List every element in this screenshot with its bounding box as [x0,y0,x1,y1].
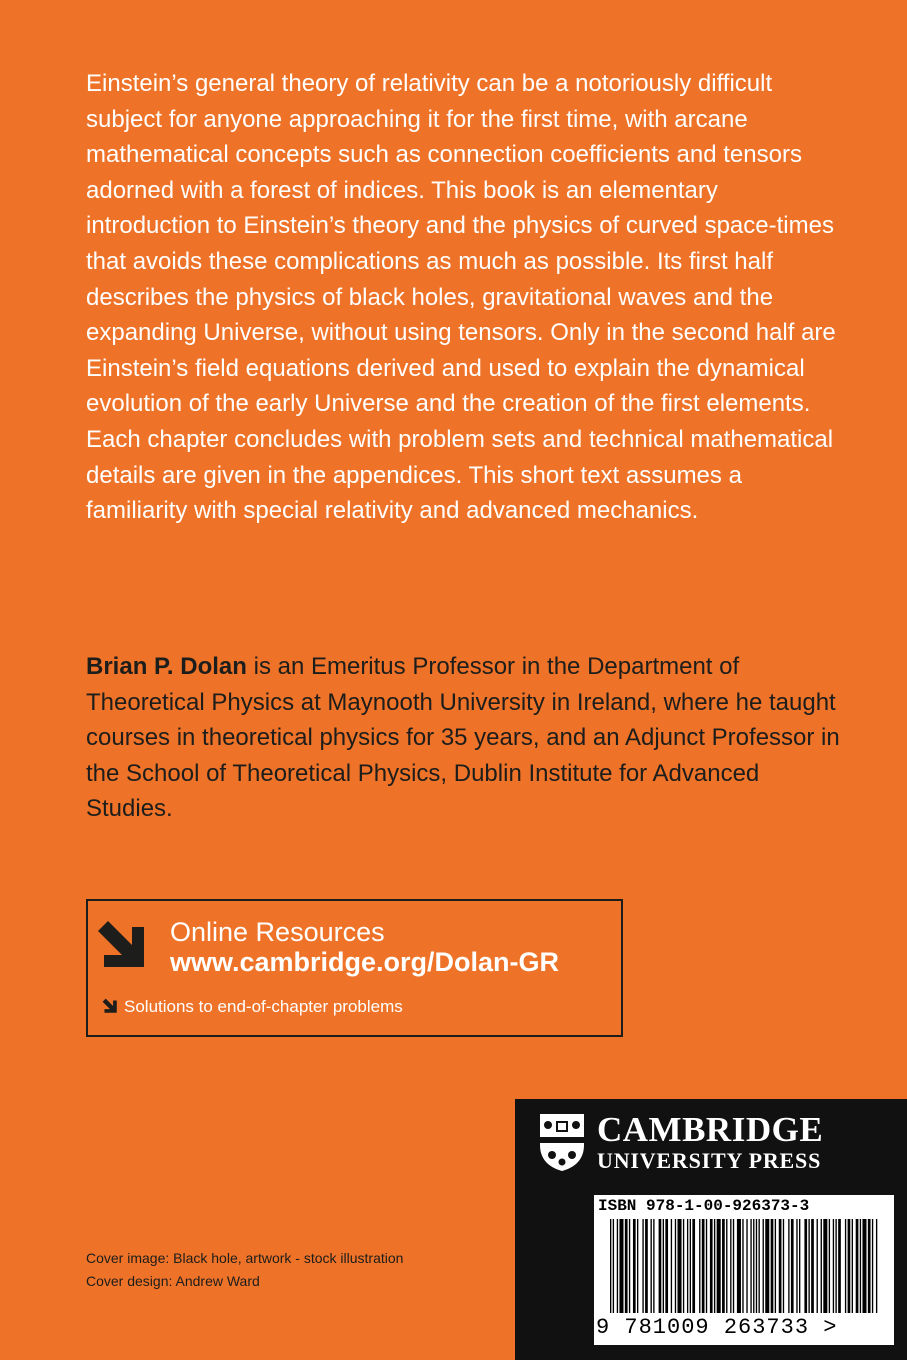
barcode-bar [848,1219,851,1313]
barcode-bar [808,1219,809,1313]
barcode-bar [710,1219,713,1313]
barcode-bar [852,1219,853,1313]
cover-credits [86,1247,403,1293]
barcode-bar [665,1219,668,1313]
barcode-bar [756,1219,757,1313]
barcode-bar [872,1219,873,1313]
barcode-bar [779,1219,782,1313]
barcode-bar [726,1219,727,1313]
small-arrow-down-right-icon [102,998,118,1014]
barcode-bar [796,1219,797,1313]
barcode-bar [788,1219,789,1313]
cover-design-credit: Cover design: Andrew Ward [86,1273,260,1289]
barcode-bar [733,1219,734,1313]
barcode-bar [651,1219,652,1313]
barcode-bar [759,1219,760,1313]
barcode-bar [633,1219,636,1313]
barcode-bar [678,1219,682,1313]
barcode-bar [791,1219,794,1313]
author-bio-text: is an Emeritus Professor in the Department of Theoretical Physics at Maynooth University in Ireland, where he taught courses in theoretical physics for 35 years, and an Adjunct Professor in the School of Theoretical Physics, Dublin Institute for Advanced Studies. [86,653,840,823]
publisher-panel [515,1099,907,1360]
cover-image-credit: Cover image: Black hole, artwork - stock illustration [86,1250,404,1266]
barcode-bar [753,1219,754,1313]
barcode-bar [876,1219,877,1313]
barcode-bar [856,1219,859,1313]
barcode-bar [675,1219,676,1313]
barcode-bar [653,1219,654,1313]
barcode-bar [690,1219,691,1313]
barcode-bar [637,1219,638,1313]
online-resources-box [86,899,623,1037]
barcode-bar [722,1219,725,1313]
barcode-bar [771,1219,774,1313]
online-resources-title: Online Resources [170,917,385,947]
barcode-bar [811,1219,814,1313]
cambridge-crest-icon [537,1111,587,1173]
barcode-bar [862,1219,866,1313]
barcode-bar [860,1219,861,1313]
barcode-bar [763,1219,764,1313]
barcode-bar [823,1219,827,1313]
barcode-bar [750,1219,751,1313]
barcode-bar [730,1219,731,1313]
barcode-bars [608,1219,880,1313]
resource-item: Solutions to end-of-chapter problems [124,997,403,1016]
author-bio [86,649,846,827]
barcode-bar [746,1219,747,1313]
barcode-bar [687,1219,688,1313]
barcode-bar [683,1219,684,1313]
barcode-bar [699,1219,700,1313]
online-resources-link[interactable]: www.cambridge.org/Dolan-GR [170,947,560,977]
barcode-bar [629,1219,630,1313]
author-name: Brian P. Dolan [86,653,247,680]
barcode-bar [868,1219,871,1313]
barcode-bar [706,1219,707,1313]
publisher-name: CAMBRIDGE [597,1110,824,1149]
barcode-bar [775,1219,776,1313]
barcode-bar [692,1219,695,1313]
barcode-bar [833,1219,834,1313]
barcode-bar [617,1219,618,1313]
barcode-digits: 9 781009 263733 > [596,1315,838,1340]
barcode-bar [613,1219,614,1313]
barcode-bar [645,1219,648,1313]
barcode-bar [783,1219,784,1313]
arrow-down-right-icon [96,919,148,971]
barcode-bar [804,1219,807,1313]
publisher-subtitle: UNIVERSITY PRESS [597,1148,822,1173]
barcode-bar [821,1219,822,1313]
barcode-bar [625,1219,628,1313]
book-description: Einstein’s general theory of relativity can be a notoriously difficult subject for anyone approaching it for the first time, with arcane mathematical concepts such as connection coefficients and tensors adorned with a forest of indices. This book is an elementary introduction to Einstein’s theory and the physics of curved space-times that avoids these complications as much as possible. Its first half describes the physics of black holes, gravitational waves and the expanding Universe, without using tensors. Only in the second half are Einstein’s field equations derived and used to explain the dynamical evolution of the early Universe and the creation of the first elements. Each chapter concludes with problem sets and technical mathematical details are given in the appendices. This short text assumes a familiarity with special relativity and advanced mechanics. [86,70,836,525]
barcode-bar [829,1219,830,1313]
barcode-bar [702,1219,705,1313]
barcode-box [594,1195,894,1345]
barcode-bar [742,1219,743,1313]
barcode-bar [845,1219,846,1313]
barcode-bar [671,1219,672,1313]
barcode-bar [619,1219,623,1313]
barcode-bar [838,1219,841,1313]
barcode-bar [717,1219,721,1313]
barcode-bar [642,1219,643,1313]
barcode-bar [714,1219,715,1313]
barcode-bar [817,1219,818,1313]
barcode-bar [663,1219,664,1313]
barcode-bar [737,1219,741,1313]
barcode-bar [835,1219,836,1313]
isbn-label: ISBN 978-1-00-926373-3 [598,1197,810,1215]
barcode-bar [610,1219,611,1313]
barcode-bar [765,1219,769,1313]
barcode-bar [799,1219,800,1313]
barcode-bar [659,1219,662,1313]
